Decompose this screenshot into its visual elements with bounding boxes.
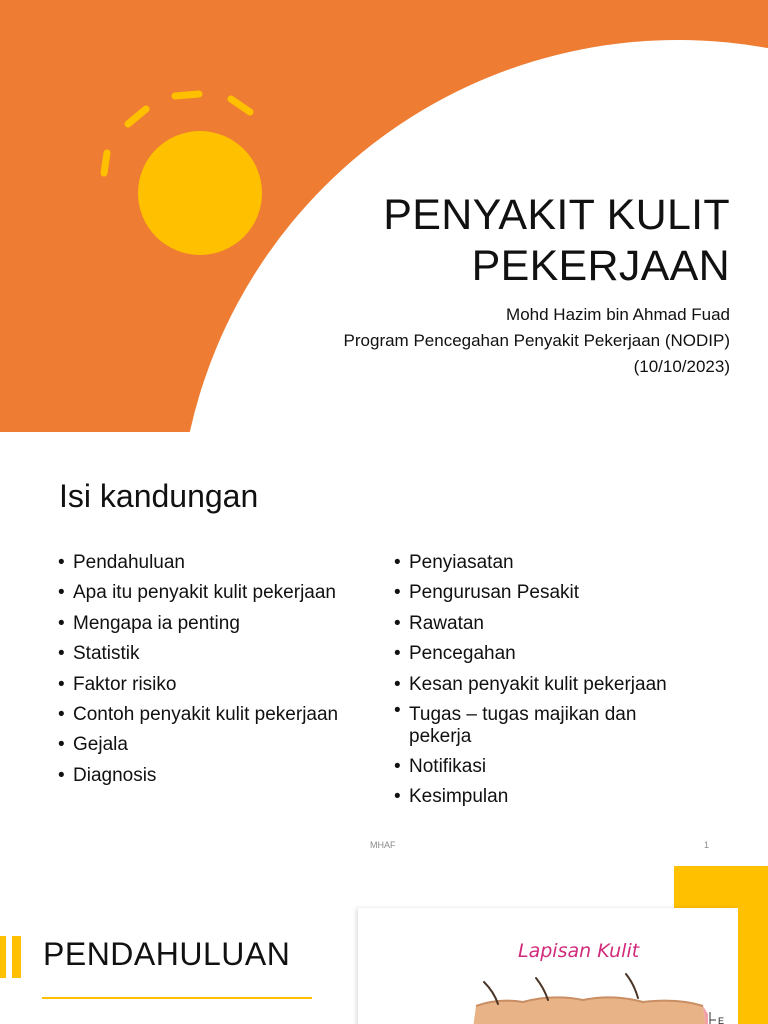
list-item: • Faktor risiko: [58, 670, 378, 700]
list-item: • Kesan penyakit kulit pekerjaan: [394, 670, 714, 700]
contents-slide: [0, 432, 768, 866]
presentation-date: (10/10/2023): [633, 357, 730, 376]
list-item: • Pengurusan Pesakit: [394, 578, 714, 608]
title-slide: [0, 0, 768, 432]
list-item: • Tugas – tugas majikan dan pekerja: [394, 700, 699, 752]
list-item: • Mengapa ia penting: [58, 609, 378, 639]
image-title: Lapisan Kulit: [518, 940, 640, 962]
list-item: • Apa itu penyakit kulit pekerjaan: [58, 578, 378, 608]
program-name: Program Pencegahan Penyakit Pekerjaan (NODIP): [343, 331, 730, 350]
author-name: Mohd Hazim bin Ahmad Fuad: [506, 305, 730, 324]
accent-bar: [12, 936, 21, 978]
intro-heading: PENDAHULUAN: [43, 936, 291, 972]
list-item: • Contoh penyakit kulit pekerjaan: [58, 700, 378, 730]
page-number: 1: [704, 840, 710, 850]
title-line-1: PENYAKIT KULIT: [383, 191, 730, 239]
list-item: • Pendahuluan: [58, 548, 378, 578]
contents-list-left: [58, 548, 378, 791]
subtitle-block: [344, 302, 730, 380]
list-item: • Kesimpulan: [394, 782, 714, 812]
contents-heading: Isi kandungan: [59, 478, 259, 514]
heading-underline: [42, 997, 312, 999]
list-item: • Diagnosis: [58, 761, 378, 791]
accent-bar: [0, 936, 6, 978]
intro-slide: [0, 866, 768, 1024]
list-item: • Gejala: [58, 730, 378, 760]
skin-layers-image: [358, 908, 738, 1024]
list-item: • Statistik: [58, 639, 378, 669]
layer-label: E: [718, 1016, 725, 1024]
list-item: • Notifikasi: [394, 752, 714, 782]
list-item: • Penyiasatan: [394, 548, 714, 578]
title-line-2: PEKERJAAN: [471, 242, 730, 290]
contents-list-right: [394, 548, 714, 813]
sun-rays-icon: [0, 0, 300, 260]
presentation-title: [383, 190, 730, 292]
list-item: • Rawatan: [394, 609, 714, 639]
list-item: • Pencegahan: [394, 639, 714, 669]
slide-footer: MHAF: [370, 840, 396, 850]
skin-layers-illustration-icon: [358, 908, 738, 1024]
